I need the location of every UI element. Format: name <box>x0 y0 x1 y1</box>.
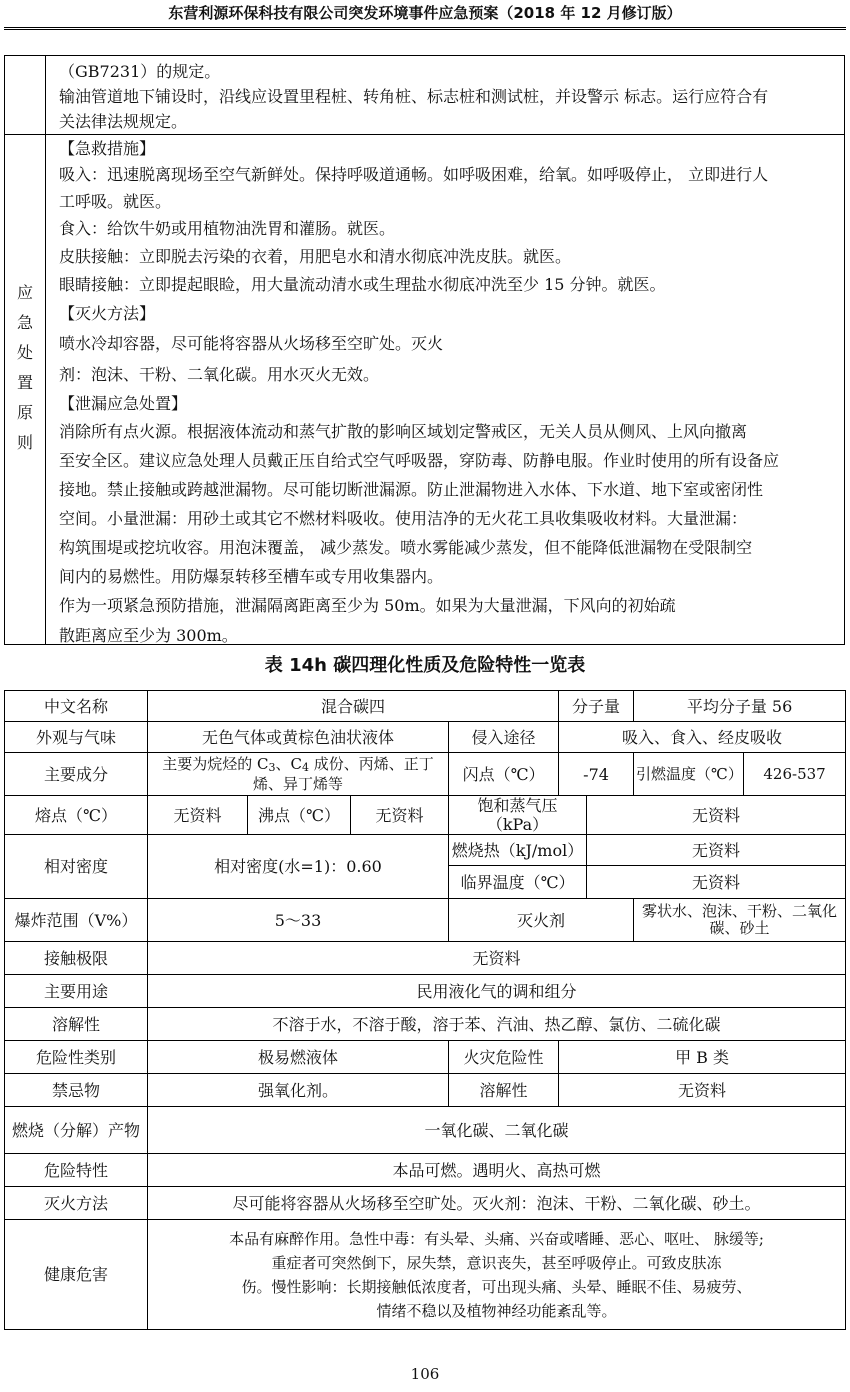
text-line: 眼睛接触：立即提起眼睑，用大量流动清水或生理盐水彻底冲洗至少 15 分钟。就医。 <box>59 275 666 294</box>
cell-label: 禁忌物 <box>5 1074 148 1107</box>
table-row <box>5 1107 846 1154</box>
cell-value: 主要为烷烃的 $C_3$、$C_4$ 成份、丙烯、正丁烯、异丁烯等 <box>148 753 449 796</box>
text-line: 食入：给饮牛奶或用植物油洗胃和灌肠。就医。 <box>59 219 396 238</box>
cell-label: 饱和蒸气压（kPa） <box>449 796 587 835</box>
table-row <box>5 835 846 866</box>
label-char: 置 <box>16 373 33 392</box>
cell-label: 引燃温度（℃） <box>634 753 744 796</box>
text-line: 吸入：迅速脱离现场至空气新鲜处。保持呼吸道通畅。如呼吸困难，给氧。如呼吸停止， 立即进行人 <box>59 165 769 184</box>
cell-label: 溶解性 <box>449 1074 559 1107</box>
cell-value: 甲 B 类 <box>559 1041 846 1074</box>
text-line: 构筑围堤或挖坑收容。用泡沫覆盖， 减少蒸发。喷水雾能减少蒸发，但不能降低泄漏物在受限制空 <box>59 538 753 557</box>
regulation-block <box>4 55 845 135</box>
label-char: 应 <box>16 283 33 302</box>
table-row <box>5 1154 846 1187</box>
cell-label: 外观与气味 <box>5 722 148 753</box>
cell-label: 火灾危险性 <box>449 1041 559 1074</box>
cell-label: 沸点（℃） <box>248 796 351 835</box>
cell-label: 溶解性 <box>5 1008 148 1041</box>
properties-table <box>4 690 846 1330</box>
cell-value: -74 <box>559 753 634 796</box>
text-line: 伤。慢性影响：长期接触低浓度者，可出现头痛、头晕、睡眠不佳、易疲劳、 <box>241 1277 752 1296</box>
header-rule-top <box>4 27 846 28</box>
table-row <box>5 899 846 942</box>
text-line: 工呼吸。就医。 <box>59 192 172 211</box>
cell-value: 无资料 <box>351 796 449 835</box>
text-line: 间内的易燃性。用防爆泵转移至槽车或专用收集器内。 <box>59 567 444 586</box>
cell-label: 中文名称 <box>5 691 148 722</box>
cell-value: 雾状水、泡沫、干粉、二氧化碳、砂土 <box>634 899 846 942</box>
page-number: 106 <box>410 1365 440 1383</box>
cell-label: 灭火剂 <box>449 899 634 942</box>
table-row <box>5 1220 846 1330</box>
label-char: 急 <box>16 313 33 332</box>
cell-value: 426-537 <box>744 753 846 796</box>
text-line: 至安全区。建议应急处理人员戴正压自给式空气呼吸器，穿防毒、防静电服。作业时使用的所有设备应 <box>59 451 780 470</box>
cell-value: 吸入、食入、经皮吸收 <box>559 722 846 753</box>
cell-label: 相对密度 <box>5 835 148 899</box>
text-line: 输油管道地下铺设时，沿线应设置里程桩、转角桩、标志桩和测试桩，并设警示 标志。运行应符合有 <box>59 87 769 106</box>
cell-label: 健康危害 <box>5 1220 148 1330</box>
cell-label: 危险性类别 <box>5 1041 148 1074</box>
table-row <box>5 1008 846 1041</box>
cell-value: 无资料 <box>559 1074 846 1107</box>
table-row <box>5 796 846 835</box>
text-line: 情绪不稳以及植物神经功能紊乱等。 <box>376 1301 617 1320</box>
side-column <box>5 135 46 644</box>
side-column <box>5 56 46 134</box>
cell-value: 相对密度(水=1)：0.60 <box>148 835 449 899</box>
section-heading: 【灭火方法】 <box>59 304 156 323</box>
text-line: 消除所有点火源。根据液体流动和蒸气扩散的影响区域划定警戒区，无关人员从侧风、上风向撤离 <box>59 422 748 441</box>
text-line: 空间。小量泄漏：用砂土或其它不燃材料吸收。使用洁净的无火花工具收集吸收材料。大量泄漏： <box>59 509 748 528</box>
table-row <box>5 942 846 975</box>
cell-label: 燃烧热（kJ/mol） <box>449 835 587 866</box>
label-char: 处 <box>16 343 33 362</box>
text-line: 重症者可突然倒下，尿失禁，意识丧失，甚至呼吸停止。可致皮肤冻 <box>271 1253 722 1272</box>
cell-value: 无色气体或黄棕色油状液体 <box>148 722 449 753</box>
section-heading: 【泄漏应急处置】 <box>59 394 188 413</box>
cell-label: 燃烧（分解）产物 <box>5 1107 148 1154</box>
cell-value: 无资料 <box>587 835 846 866</box>
cell-value: 本品可燃。遇明火、高热可燃 <box>148 1154 846 1187</box>
cell-label: 临界温度（℃） <box>449 866 587 899</box>
table-title: 表 14h 碳四理化性质及危险特性一览表 <box>264 655 586 676</box>
cell-label: 主要成分 <box>5 753 148 796</box>
cell-value: 无资料 <box>587 796 846 835</box>
text-line: 本品有麻醉作用。急性中毒：有头晕、头痛、兴奋或嗜睡、恶心、呕吐、 脉缓等; <box>229 1229 764 1248</box>
header-rule-bottom <box>4 29 846 30</box>
cell-value: 5～33 <box>148 899 449 942</box>
emergency-text <box>59 137 842 650</box>
cell-value: 尽可能将容器从火场移至空旷处。灭火剂：泡沫、干粉、二氧化碳、砂土。 <box>148 1187 846 1220</box>
cell-value <box>148 1220 846 1330</box>
cell-label: 侵入途径 <box>449 722 559 753</box>
text-line: （GB7231）的规定。 <box>59 62 221 81</box>
table-row <box>5 975 846 1008</box>
text-line: 作为一项紧急预防措施，泄漏隔离距离至少为 50m。如果为大量泄漏，下风向的初始疏 <box>59 596 676 615</box>
cell-value: 一氧化碳、二氧化碳 <box>148 1107 846 1154</box>
text-line: 剂：泡沫、干粉、二氧化碳。用水灭火无效。 <box>59 365 380 384</box>
cell-value: 无资料 <box>587 866 846 899</box>
cell-value: 强氧化剂。 <box>148 1074 449 1107</box>
text-line: 关法律法规规定。 <box>59 112 188 131</box>
label-char: 原 <box>16 403 33 422</box>
cell-label: 熔点（℃） <box>5 796 148 835</box>
table-row <box>5 1187 846 1220</box>
emergency-block <box>4 135 845 645</box>
table-row <box>5 753 846 796</box>
table-row <box>5 1041 846 1074</box>
text-line: 皮肤接触：立即脱去污染的衣着，用肥皂水和清水彻底冲洗皮肤。就医。 <box>59 247 572 266</box>
cell-value: 混合碳四 <box>148 691 559 722</box>
cell-value: 无资料 <box>148 796 248 835</box>
text-line: 接地。禁止接触或跨越泄漏物。尽可能切断泄漏源。防止泄漏物进入水体、下水道、地下室或密闭性 <box>59 480 764 499</box>
cell-value: 民用液化气的调和组分 <box>148 975 846 1008</box>
cell-value: 极易燃液体 <box>148 1041 449 1074</box>
cell-label: 接触极限 <box>5 942 148 975</box>
text-line: 喷水冷却容器，尽可能将容器从火场移至空旷处。灭火 <box>59 334 444 353</box>
cell-label: 主要用途 <box>5 975 148 1008</box>
text-line: 散距离应至少为 300m。 <box>59 626 238 645</box>
table-row <box>5 722 846 753</box>
table-row <box>5 691 846 722</box>
running-header: 东营利源环保科技有限公司突发环境事件应急预案（2018 年 12 月修订版） <box>168 4 682 22</box>
cell-value: 平均分子量 56 <box>634 691 846 722</box>
section-heading: 【急救措施】 <box>59 139 156 158</box>
cell-value: 无资料 <box>148 942 846 975</box>
cell-value: 不溶于水，不溶于酸，溶于苯、汽油、热乙醇、氯仿、二硫化碳 <box>148 1008 846 1041</box>
cell-label: 灭火方法 <box>5 1187 148 1220</box>
cell-label: 分子量 <box>559 691 634 722</box>
cell-label: 爆炸范围（V%） <box>5 899 148 942</box>
table-row <box>5 1074 846 1107</box>
label-char: 则 <box>16 433 33 452</box>
regulation-text <box>59 59 842 134</box>
cell-label: 危险特性 <box>5 1154 148 1187</box>
emergency-principle-label <box>5 278 45 458</box>
cell-label: 闪点（℃） <box>449 753 559 796</box>
